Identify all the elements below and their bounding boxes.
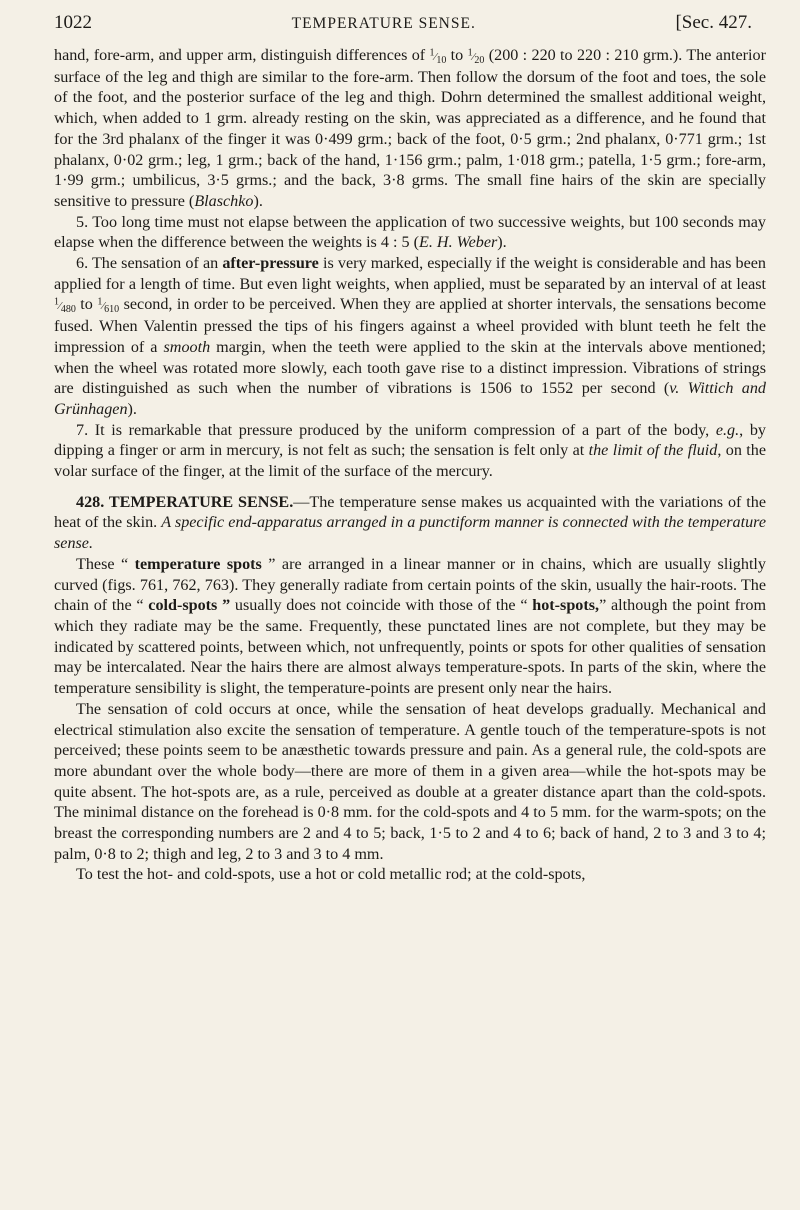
paragraph-test-spots: To test the hot- and cold-spots, use a hot or cold metallic rod; at the cold-spots, (76, 866, 586, 884)
paragraph-continued: hand, fore-arm, and upper arm, distinguish differences of $^1⁄_{10}$ to $^1⁄_{20}$ (200 : 220 to 220 : 210 grm.). The anterior surface of the leg and thigh are similar to the fore-arm. Then follow the dorsum of the foot and toes, the sole of the foot, and the posterior surface of the leg and thigh. Dohrn determined the smallest additional weight, which, when added to 1 grm. already resting on the skin, was appreciated as a difference, and he found that for the 3rd phalanx of the finger it was 0·499 grm.; back of the foot, 0·5 grm.; 2nd phalanx, 0·771 grm.; 1st phalanx, 0·02 grm.; leg, 1 grm.; back of the hand, 1·156 grm.; palm, 1·018 grm.; patella, 1·5 grm.; fore-arm, 1·99 grm.; umbilicus, 3·5 grms.; and the back, 3·8 grms. The small fine hairs of the skin are specially sensitive to pressure (Blaschko). (54, 47, 766, 210)
section-428-heading-paragraph: 428. TEMPERATURE SENSE.—The temperature sense makes us acquainted with the variations of the heat of the skin. A specific end-apparatus arranged in a punctiform manner is connected with the temperature sense. (54, 493, 766, 553)
paragraph-note-6: 6. The sensation of an after-pressure is very marked, especially if the weight is considerable and has been applied for a length of time. But even light weights, when applied, must be separated by an interval of at least $^1⁄_{480}$ to $^1⁄_{610}$ second, in order to be perceived. When they are applied at shorter intervals, the sensations become fused. When Valentin pressed the tips of his fingers against a wheel provided with blunt teeth he felt the impression of a smooth margin, when the teeth were applied to the skin at the intervals above mentioned; when the wheel was rotated more slowly, each tooth gave rise to a distinct impression. Vibrations of strings are distinguished as such when the number of vibrations is 1506 to 1552 per second (v. Wittich and Grünhagen). (54, 255, 766, 418)
fraction: $^1⁄_{480}$ (54, 296, 76, 316)
paragraph-note-7: 7. It is remarkable that pressure produced by the uniform compression of a part of the body, e.g., by dipping a finger or arm in mercury, is not felt as such; the sensation is felt only at the limit of the fluid, on the volar surface of the finger, at the limit of the surface of the mercury. (54, 421, 766, 481)
running-header (54, 12, 766, 46)
fraction: $^1⁄_{20}$ (467, 47, 485, 67)
page-number: 1022 (54, 12, 92, 33)
paragraph-note-5: 5. Too long time must not elapse between the application of two successive weights, but 100 seconds may elapse when the difference between the weights is 4 : 5 (E. H. Weber). (54, 213, 766, 252)
fraction: $^1⁄_{610}$ (97, 296, 120, 316)
page-body (54, 46, 766, 886)
running-title: TEMPERATURE SENSE. (291, 15, 476, 32)
paragraph-cold-heat-sensation: The sensation of cold occurs at once, while the sensation of heat develops gradually. Mechanical and electrical stimulation also excite the sensation of temperature. A gentle touch of the temperature-spots is not perceived; these points seem to be anæsthetic towards pressure and pain. As a general rule, the cold-spots are more abundant over the whole body—there are more of them in a given area—while the hot-spots may be quite absent. The hot-spots are, as a rule, perceived as double at a greater distance apart than the cold-spots. The minimal distance on the forehead is 0·8 mm. for the cold-spots and 4 to 5 mm. for the warm-spots; on the breast the corresponding numbers are 2 and 4 to 5; back, 1·5 to 2 and 4 to 6; back of hand, 2 to 3 and 3 to 4; palm, 0·8 to 2; thigh and leg, 2 to 3 and 3 to 4 mm. (54, 700, 766, 863)
paragraph-temperature-spots: These “ temperature spots ” are arranged in a linear manner or in chains, which are usually slightly curved (figs. 761, 762, 763). They generally radiate from certain points of the skin, usually the hair-roots. The chain of the “ cold-spots ” usually does not coincide with those of the “ hot-spots,” although the point from which they radiate may be the same. Frequently, these punctated lines are not complete, but they may be indicated by scattered points, between which, not unfrequently, points or spots for other qualities of sensation may be intercalated. Near the hairs there are almost always temperature-spots. In parts of the skin, where the temperature sensibility is slight, the temperature-points are present only near the hairs. (54, 555, 766, 698)
fraction: $^1⁄_{10}$ (429, 47, 447, 67)
section-reference: [Sec. 427. (675, 12, 752, 33)
